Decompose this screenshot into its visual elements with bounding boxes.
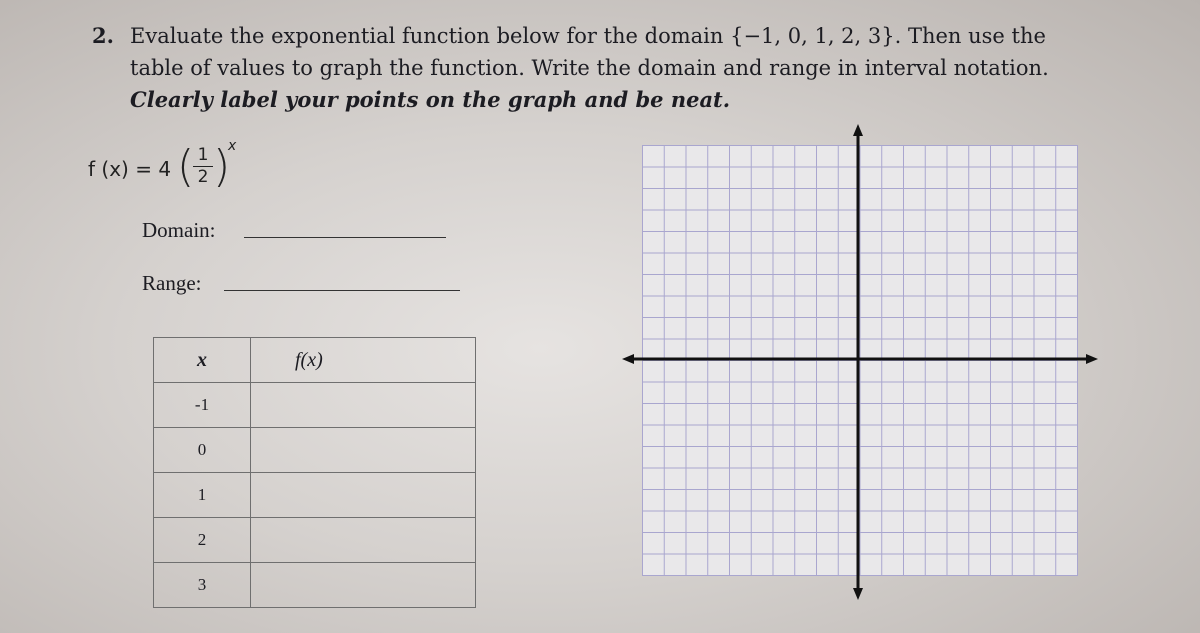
table-cell-x: -1 [154,383,251,428]
table-row [154,428,476,473]
table-header-x: x [154,338,251,383]
range-label: Range: [142,271,202,295]
formula-exponent: x [228,138,237,154]
table-row [154,383,476,428]
table-header-row [154,338,476,383]
x-axis-left-arrow-icon [622,354,634,364]
table-header-fx: f(x) [251,338,476,383]
function-formula [88,140,248,200]
formula-fraction [193,146,213,187]
formula-lhs: f (x) = 4 [88,157,172,181]
coordinate-axes [620,122,1100,602]
formula-left-paren: ( [177,141,195,192]
values-table [153,337,476,608]
range-answer-line[interactable] [224,290,460,291]
table-row [154,473,476,518]
table-cell-fx[interactable] [251,383,476,428]
table-cell-x: 1 [154,473,251,518]
table-cell-x: 3 [154,563,251,608]
table-row [154,518,476,563]
formula-numerator: 1 [197,145,209,165]
formula-denominator: 2 [197,167,209,187]
table-cell-fx[interactable] [251,518,476,563]
problem-instruction: Evaluate the exponential function below for the domain {−1, 0, 1, 2, 3}. Then use the table of values to graph the function. Write the domain and range in interval notation. [130,24,1049,80]
table-cell-x: 2 [154,518,251,563]
domain-label: Domain: [142,218,216,242]
problem-number: 2. [92,23,114,48]
table-cell-fx[interactable] [251,428,476,473]
formula-right-paren: ) [213,141,231,192]
y-axis-up-arrow-icon [853,124,863,136]
table-cell-fx[interactable] [251,473,476,518]
table-cell-fx[interactable] [251,563,476,608]
x-axis-right-arrow-icon [1086,354,1098,364]
y-axis-down-arrow-icon [853,588,863,600]
table-cell-x: 0 [154,428,251,473]
problem-emphasis: Clearly label your points on the graph and be neat. [130,87,731,112]
problem-statement [92,20,1092,116]
domain-answer-line[interactable] [244,237,446,238]
table-row [154,563,476,608]
